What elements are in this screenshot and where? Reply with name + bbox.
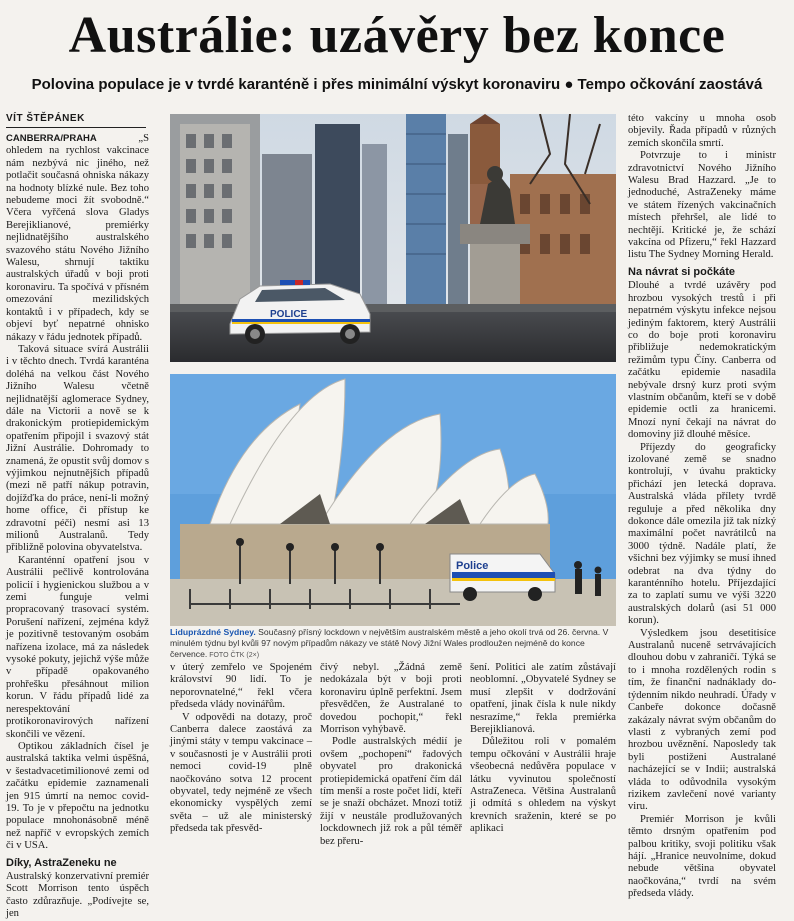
paragraph: Taková situace svírá Austrálii i v těchto dnech. Tvrdá karanténa doléhá na velkou část Nového Jižního Walesu včetně nejlidnatější aglomerace Sydney, dále na Victorii a nově se k drakonickým protiepidemickým opatřením připojil i svazový stát Jižní Austrálie. Dohromady to znamená, že opustit svůj domov s výjimkou nejnutnějších případů (mezi ně patří nákup potravin, dojížďka do práce, není-li možný home office, či přístup ke zdravotní péči) nesmí asi 13 milionů Australanů. Tedy přibližně polovina obyvatelstva.	[6, 343, 149, 554]
paragraph: Karanténní opatření jsou v Austrálii pečlivě kontrolována policií i hygienickou službou a v zemi funguje velmi propracovaný trasovací systém. Porušení nařízení, zejména když je pozitivně testovaným osobám nařízena izolace, má za následek vysoké pokuty, jejichž výše může v případě opakovaného prohřešku přesáhnout milion korun. V řádu případů lidé za nerespektování protikoronavirových nařízení skončili ve vězení.	[6, 554, 149, 740]
police-car-label: POLICE	[270, 309, 308, 320]
photo-opera-house	[170, 374, 616, 626]
photo-credit: FOTO ČTK (2×)	[207, 652, 260, 659]
paragraph: Příjezdy do geograficky izolované země se snadno kontrolují, v úvahu prakticky přichází jen letecká doprava. Australská vláda přílety tvrdě reguluje a před několika dny dokonce dále omezila již tak nízký maximální počet navrátilců na 3000 týdně. Nadále platí, že všichni bez výjimky se musí ihned odebrat na dva týdny do karanténního hotelu. Příjezdající za to zaplatí sumu ve výši 3220 australských dolarů (asi 51 000 korun).	[628, 441, 776, 627]
byline-rule	[6, 127, 146, 128]
dateline: CANBERRA/PRAHA	[6, 133, 97, 144]
paragraph: Potvrzuje to i ministr zdravotnictví Nového Jižního Walesu Brad Hazzard. „Je to jednoduché, AstraZeneky máme ve státem řízených vakcinačních místech přehršel, ale lidé to nechtějí. Kritické je, že schází vakcína od Pfizeru,“ řekl Hazzard listu The Sydney Morning Herald.	[628, 150, 776, 261]
paragraph: Dlouhé a tvrdé uzávěry pod hrozbou vysokých trestů i při nepatrném výskytu infekce nejsou jediným faktorem, který Austrálii co do boje proti koronaviru přibližuje nedemokratickým režimům typu Číny. Canberra od začátku epidemie nasadila nebývale drsný kurz proti svým vlastním občanům, kteří se v době epidemie octli za hranicemi. Mnozí nyní čekají na návrat do domoviny již dlouhé měsíce.	[628, 280, 776, 441]
article-column-5	[628, 113, 776, 901]
article-column-1	[6, 133, 149, 921]
section-heading: Díky, AstraZeneku ne	[6, 856, 117, 869]
article-column-4	[470, 662, 616, 836]
article-column-2	[170, 662, 312, 836]
street-photo-illustration	[170, 114, 616, 362]
paragraph: V odpovědi na dotazy, proč Canberra dalece zaostává za jinými státy v tempu vakcinace – v současnosti je v Austrálii proti nemoci covid-19 plně naočkováno sotva 12 procent obyvatel, tedy nejméně ze všech ekonomicky vyspělých zemí světa – už ale ministerský předseda tak přesvěd-	[170, 711, 312, 835]
photo-sydney-street	[170, 114, 616, 362]
paragraph: Australský konzervativní premiér Scott Morrison tento úspěch často zdůrazňuje. „Podívejte se, jen	[6, 870, 149, 920]
paragraph: v úterý zemřelo ve Spojeném království 90 lidí. To je neporovnatelné,“ řekl včera předseda vlády novinářům.	[170, 662, 312, 711]
author-byline: VÍT ŠTĚPÁNEK	[6, 113, 85, 124]
section-heading: Na návrat si počkáte	[628, 265, 735, 278]
paragraph: Výsledkem jsou desetitisíce Australanů nuceně setrvávajících dlouhou dobu v zahraničí. Týká se to i mnoha rozdělených rodin s tím, že finanční nadnáklady do-týdenním nikdo neuhradí. Úřady v Canbeře dokonce dočasně zakázaly návrat svým občanům do vlasti z vybraných zemí pod hrozbou uvěznění. Naposledy tak byli postiženi Australané nacházející se v Indii; australská vláda to odůvodnila vysokým rizikem zavlečení nové varianty viru.	[628, 627, 776, 813]
headline: Austrálie: uzávěry bez konce	[68, 7, 726, 64]
paragraph: CANBERRA/PRAHA „S ohledem na rychlost vakcinace nám nezbývá nic jiného, než potlačit současná ohniska nákazy na hodnoty blízké nule. Bez toho nebudeme moci žít svobodně.“ Včera vyřčená slova Gladys Berejiklianové, premiérky nejlidnatějšího australského svazového státu Nového Jižního Walesu, shrnují taktiku australských úřadů v boji proti koronaviru. Ta spočívá v přísném omezování mezilidských kontaktů i v případech, kdy se objeví byť nepatrné ohnisko nákazy v řádu jednotek případů.	[6, 133, 149, 343]
paragraph: čivý nebyl. „Žádná země nedokázala být v boji proti koronaviru úplně perfektní. Jsem přesvědčen, že Australané to dovedou pochopit,“ řekl Morrison vyhýbavě.	[320, 662, 462, 736]
subheadline: Polovina populace je v tvrdé karanténě i přes minimální výskyt koronaviru ● Tempo očkování zaostává	[31, 76, 763, 93]
paragraph: Podle australských médií je ovšem „pochopení“ řadových obyvatel pro drakonická protiepidemická opatření čím dál tím menší a roste počet lidí, kteří se je snaží obcházet. Mnozí totiž žijí v neustále prodlužovaných lockdownech již rok a půl téměř bez přeru-	[320, 736, 462, 847]
photo-caption: Liduprázdné Sydney. Současný přísný lockdown v největším australském městě a jeho okolí trvá od 26. června. V minulém týdnu byl kvůli 97 novým případům nákazy ve státě Nový Jižní Wales prodloužen nejméně do konce července. FOTO ČTK (2×)	[170, 627, 609, 659]
article-column-3	[320, 662, 462, 848]
police-van-label: Police	[456, 560, 489, 572]
paragraph: šení. Politici ale zatím zůstávají neoblomní. „Obyvatelé Sydney se musí zlepšit v dodržování opatření, jinak čísla k nule nikdy nesrazíme,“ řekla premiérka Berejiklianová.	[470, 662, 616, 736]
paragraph: Optikou základních čísel je australská taktika velmi úspěšná, v šestadvacetimilionové zemi od začátku epidemie zaznamenali jen 915 úmrtí na nemoc covid-19. To je v přepočtu na jednotku populace mnohonásobně méně než napříč v evropských zemích či v USA.	[6, 740, 149, 852]
paragraph: této vakcíny u mnoha osob objevily. Řada případů v různých zemích skončila smrtí.	[628, 113, 776, 149]
paragraph: Premiér Morrison je kvůli těmto drsným opatřením pod palbou kritiky, svoji politiku však hájí. „Hranice neuvolníme, dokud nebude většina obyvatel naočkována,“ tvrdí na svém předseda vlády.	[628, 813, 776, 900]
paragraph: Důležitou roli v pomalém tempu očkování v Austrálii hraje všeobecná nedůvěra populace v látku vyvinutou společností AstraZeneca. Většina Australanů ji odmítá s ohledem na výskyt krevních sraženin, které se po aplikaci	[470, 736, 616, 835]
opera-house-illustration	[170, 374, 616, 626]
